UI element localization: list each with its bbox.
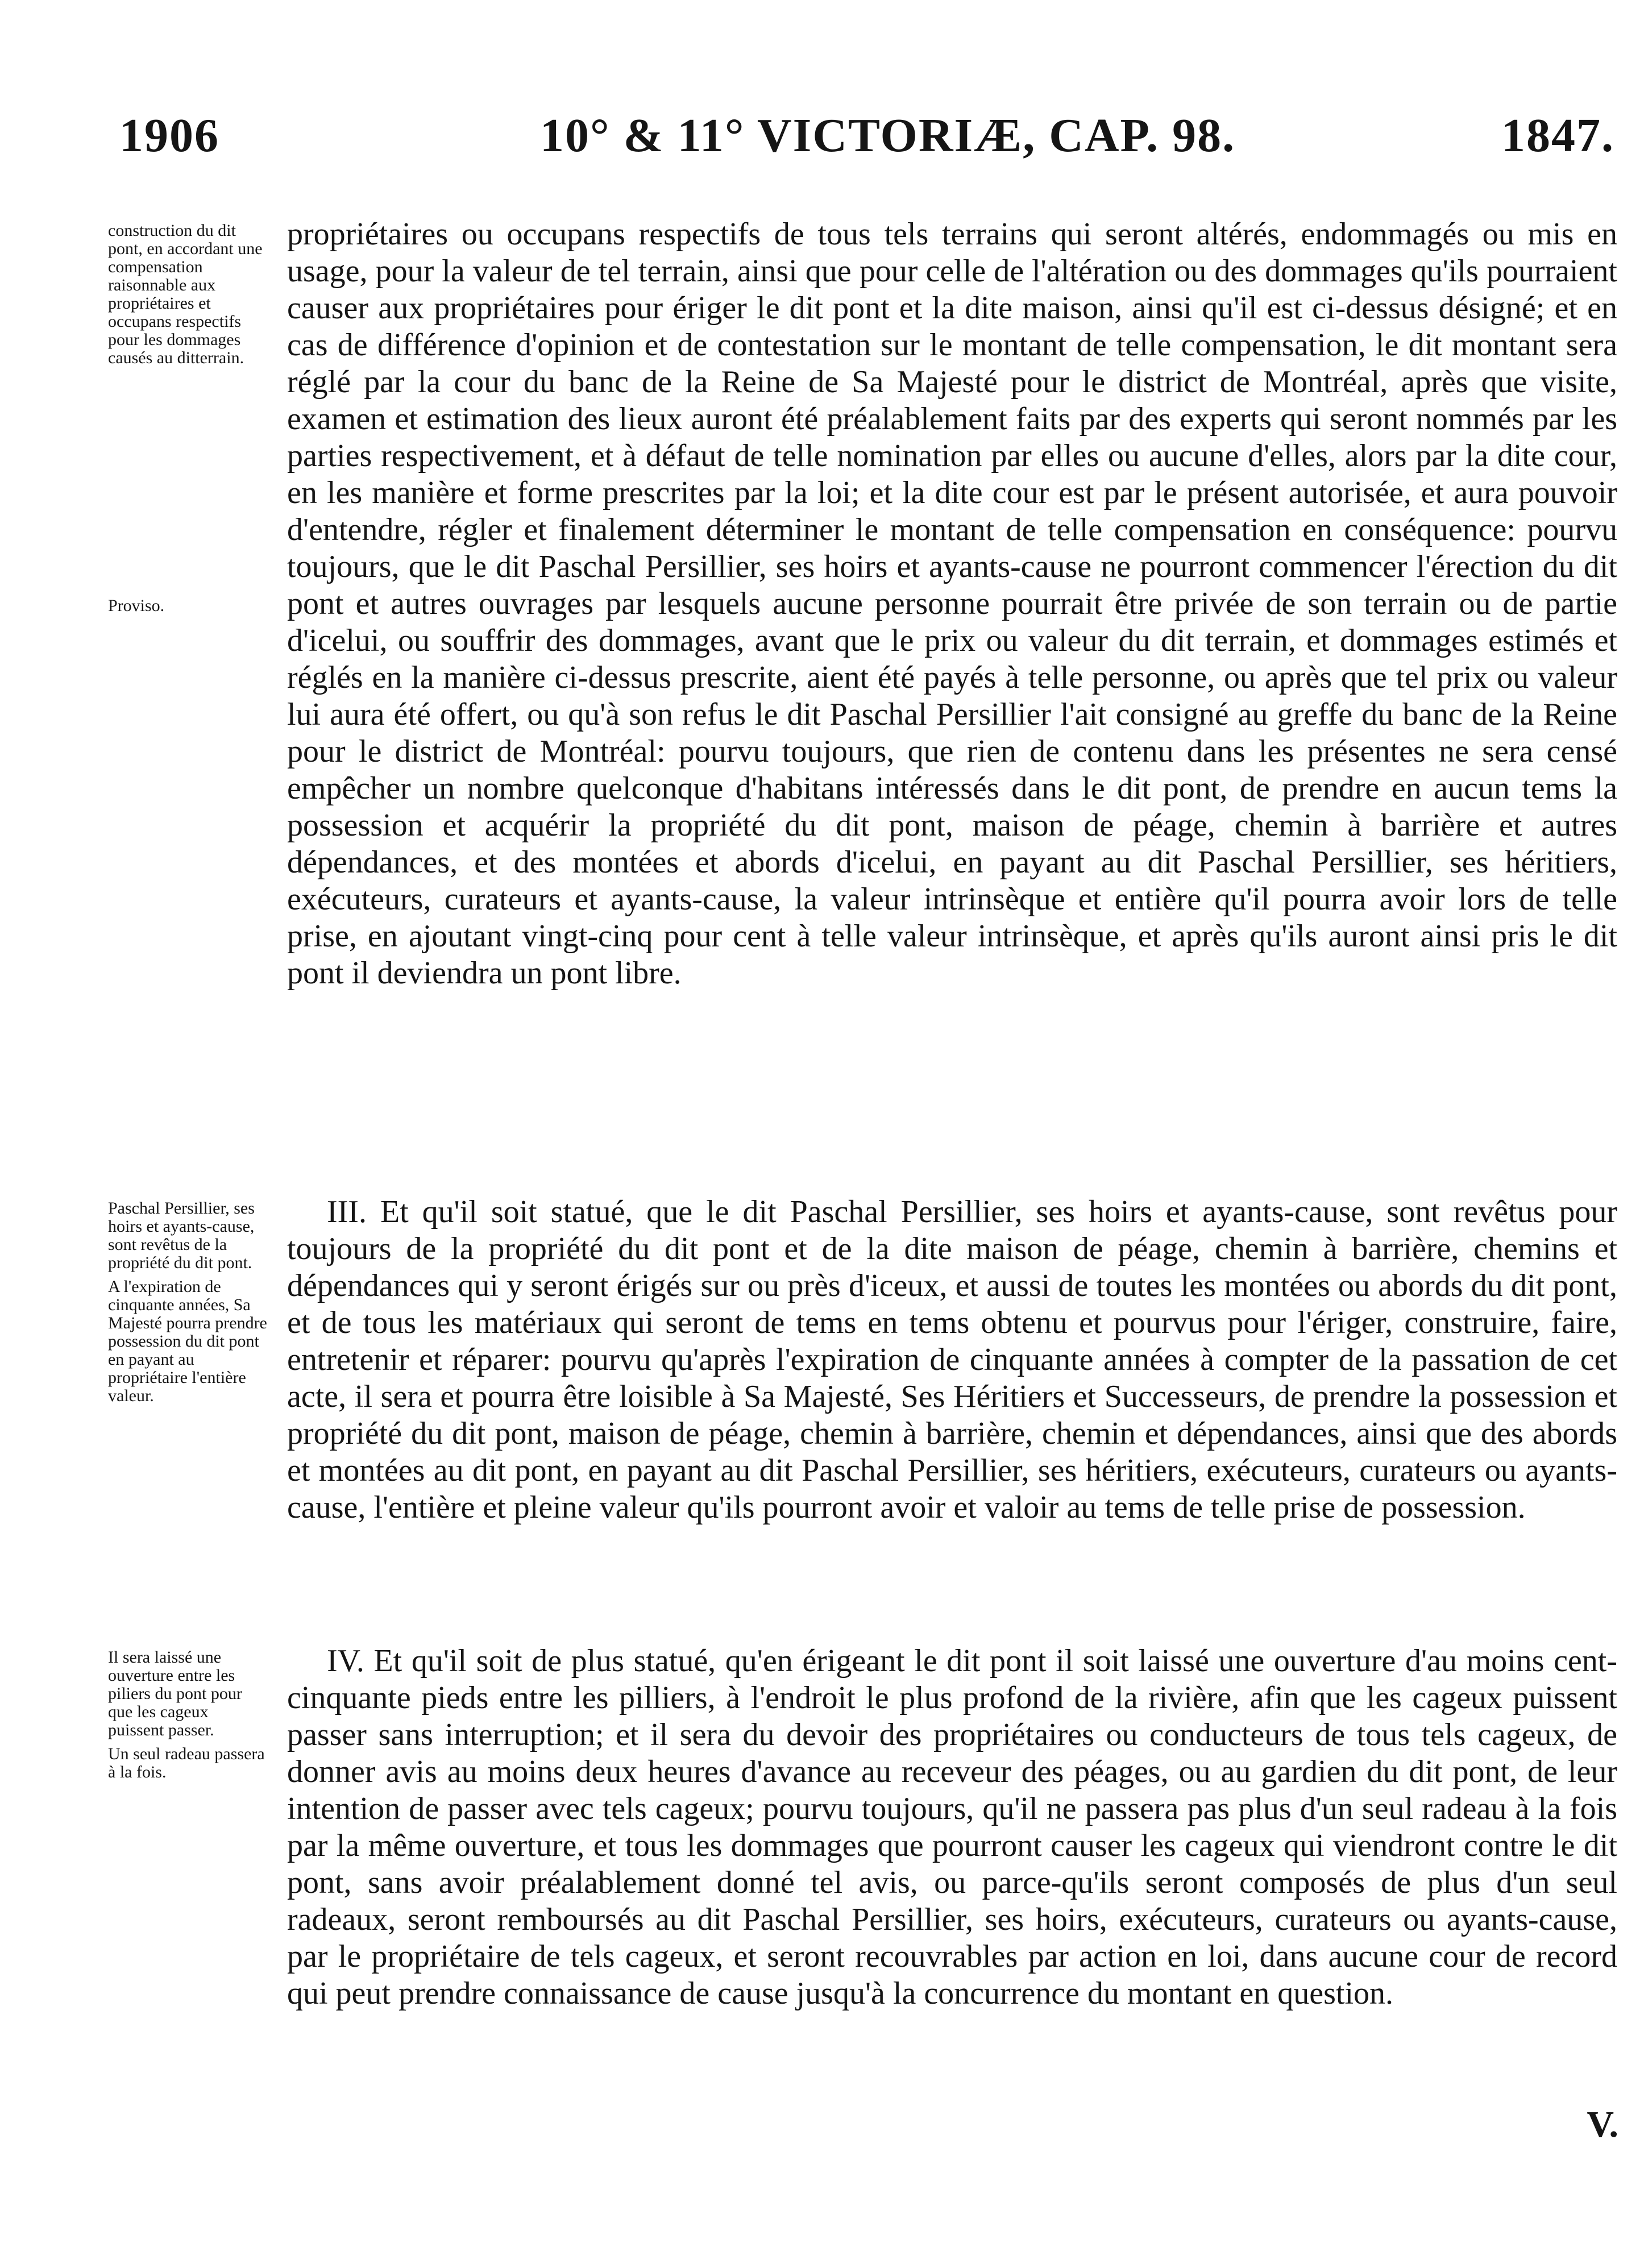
margin-note-expiration: A l'expiration de cinquante années, Sa Majesté pourra prendre possession du dit pont en payant au propriétaire l'entière valeur.	[108, 1277, 267, 1405]
margin-note-raft: Un seul radeau passera à la fois.	[108, 1744, 265, 1781]
body-paragraph-continuation: propriétaires ou occupans respectifs de tous tels terrains qui seront altérés, endommagés ou mis en usage, pour la valeur de tel terrain, ainsi que pour celle de l'altération ou des dommages qu'ils pourraient causer aux propriétaires pour ériger le dit pont et la dite maison, ainsi qu'il est ci-dessus désigné; et en cas de différence d'opinion et de contestation sur le montant de telle compensation, le dit montant sera réglé par la cour du banc de la Reine de Sa Majesté pour le district de Montréal, après que visite, examen et estimation des lieux auront été préalablement faits par des experts qui seront nommés par les parties respectivement, et à défaut de telle nomination par elles ou aucune d'elles, alors par la dite cour, en les manière et forme prescrites par la loi; et la dite cour est par le présent autorisée, et aura pouvoir d'entendre, régler et finalement déterminer le montant de telle compensation en conséquence: pourvu toujours, que le dit Paschal Persillier, ses hoirs et ayants-cause ne pourront commencer l'érection du dit pont et autres ouvrages par lesquels aucune personne pourrait être privée de son terrain ou de partie d'icelui, ou souffrir des dommages, avant que le prix ou valeur du dit terrain, et dommages estimés et réglés en la manière ci-dessus prescrite, aient été payés à telle personne, ou après que tel prix ou valeur lui aura été offert, ou qu'à son refus le dit Paschal Persillier l'ait consigné au greffe du banc de la Reine pour le district de Montréal: pourvu toujours, que rien de contenu dans les présentes ne sera censé empêcher un nombre quelconque d'habitans intéressés dans le dit pont, de prendre en aucun tems la possession et acquérir la propriété du dit pont, maison de péage, chemin à barrière et autres dépendances, et des montées et abords d'icelui, en payant au dit Paschal Persillier, ses héritiers, exécuteurs, curateurs et ayants-cause, la valeur intrinsèque et entière qu'il pourra avoir lors de telle prise, en ajoutant vingt-cinq pour cent à telle valeur intrinsèque, et après qu'ils auront ainsi pris le dit pont il deviendra un pont libre.	[287, 217, 1617, 991]
margin-notes-section-iv	[108, 1648, 267, 1787]
margin-note-opening: Il sera laissé une ouverture entre les piliers du pont pour que les cageux puissent passer.	[108, 1648, 242, 1739]
catchword: V.	[1587, 2104, 1618, 2145]
margin-note-proviso: Proviso.	[108, 596, 165, 615]
page-number: 1906	[119, 109, 219, 162]
margin-note-vested: Paschal Persillier, ses hoirs et ayants-cause, sont revêtus de la propriété du dit pont.	[108, 1199, 255, 1272]
body-paragraph-section-iv: IV. Et qu'il soit de plus statué, qu'en érigeant le dit pont il soit laissé une ouverture d'au moins cent-cinquante pieds entre les pilliers, à l'endroit le plus profond de la rivière, afin que les cageux puissent passer sans interruption; et il sera du devoir des propriétaires ou conducteurs de tous tels cageux, de donner avis au moins deux heures d'avance au receveur des péages, ou au gardien du dit pont, de leur intention de passer avec tels cageux; pourvu toujours, qu'il ne passera pas plus d'un seul radeau à la fois par la même ouverture, et tous les dommages que pourront causer les cageux qui viendront contre le dit pont, sans avoir préalablement donné tel avis, ou parce-qu'ils seront composés de plus d'un seul radeaux, seront remboursés au dit Paschal Persillier, ses hoirs, exécuteurs, curateurs ou ayants-cause, par le propriétaire de tels cageux, et seront recouvrables par action en loi, dans aucune cour de record qui peut prendre connaissance de cause jusqu'à la concurrence du montant en question.	[287, 1643, 1617, 2011]
margin-notes-section-iii	[108, 1199, 267, 1411]
margin-note-compensation: construction du dit pont, en accordant une compensation raisonnable aux propriétaires et occupans respectifs pour les dommages causés au ditterrain.	[108, 221, 263, 367]
page-header	[85, 108, 1620, 171]
year: 1847.	[1501, 109, 1614, 162]
body-paragraph-section-iii: III. Et qu'il soit statué, que le dit Paschal Persillier, ses hoirs et ayants-cause, sont revêtus pour toujours de la propriété du dit pont et de la dite maison de péage, chemin à barrière, chemins et dépendances qui y seront érigés sur ou près d'iceux, et aussi de toutes les montées ou abords du dit pont, et de tous les matériaux qui seront de tems en tems obtenu et pourvus pour l'ériger, construire, faire, entretenir et réparer: pourvu qu'après l'expiration de cinquante années à compter de la passation de cet acte, il sera et pourra être loisible à Sa Majesté, Ses Héritiers et Successeurs, de prendre la possession et propriété du dit pont, maison de péage, chemin à barrière, chemin et dépendances, ainsi que des abords et montées au dit pont, en payant au dit Paschal Persillier, ses héritiers, exécuteurs, curateurs ou ayants-cause, l'entière et pleine valeur qu'ils pourront avoir et valoir au tems de telle prise de possession.	[287, 1194, 1617, 1525]
running-title: 10° & 11° VICTORIÆ, CAP. 98.	[540, 109, 1236, 162]
